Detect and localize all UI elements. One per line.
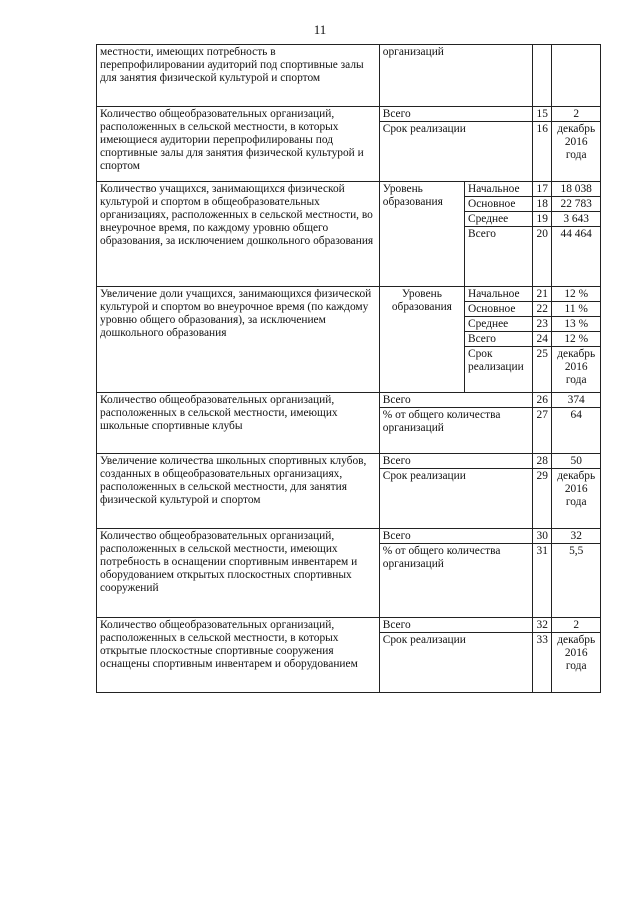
indicator-parameter: Всего — [379, 454, 532, 469]
indicator-description: Увеличение доли учащихся, занимающихся физической культурой и спортом во внеурочное время (по каждому уровню общего образования), за исключением дошкольного образования — [97, 287, 380, 393]
indicator-parameter: Срок реализации — [379, 633, 532, 693]
indicator-parameter: Уровень образования — [379, 182, 464, 287]
row-number: 19 — [532, 212, 551, 227]
education-level: Среднее — [465, 212, 533, 227]
table-row — [97, 107, 601, 122]
implementation-term-label: Срок реализации — [465, 347, 533, 393]
education-level: Начальное — [465, 182, 533, 197]
indicator-parameter: Срок реализации — [379, 469, 532, 529]
indicator-value: декабрь 2016 года — [552, 469, 601, 529]
indicator-description: Количество общеобразовательных организаций, расположенных в сельской местности, в которых открытые плоскостные спортивные сооружения оснащены спортивным инвентарем и оборудованием — [97, 618, 380, 693]
indicator-value: 11 % — [552, 302, 601, 317]
indicator-value: 5,5 — [552, 544, 601, 618]
indicator-value: 2 — [552, 618, 601, 633]
education-level: Начальное — [465, 287, 533, 302]
indicator-value: декабрь 2016 года — [552, 347, 601, 393]
table-row — [97, 45, 601, 107]
indicator-description: Увеличение количества школьных спортивных клубов, созданных в общеобразовательных организациях, расположенных в сельской местности, для занятия физической культурой и спортом — [97, 454, 380, 529]
table-row — [97, 454, 601, 469]
indicator-parameter: % от общего количества организаций — [379, 408, 532, 454]
row-number: 33 — [532, 633, 551, 693]
indicator-parameter: % от общего количества организаций — [379, 544, 532, 618]
indicator-parameter: Всего — [379, 618, 532, 633]
indicator-parameter: Всего — [379, 107, 532, 122]
indicator-description: местности, имеющих потребность в перепрофилировании аудиторий под спортивные залы для занятия физической культурой и спортом — [97, 45, 380, 107]
row-number: 25 — [532, 347, 551, 393]
education-level: Основное — [465, 302, 533, 317]
indicator-value: 13 % — [552, 317, 601, 332]
indicator-parameter: организаций — [379, 45, 532, 107]
page-number: 11 — [313, 22, 327, 37]
indicator-value: 12 % — [552, 287, 601, 302]
education-level: Всего — [465, 332, 533, 347]
education-level: Среднее — [465, 317, 533, 332]
table-row — [97, 618, 601, 633]
row-number: 27 — [532, 408, 551, 454]
row-number: 20 — [532, 227, 551, 287]
table-row — [97, 529, 601, 544]
indicator-parameter: Срок реализации — [379, 122, 532, 182]
row-number: 30 — [532, 529, 551, 544]
indicator-parameter: Всего — [379, 529, 532, 544]
row-number: 22 — [532, 302, 551, 317]
indicator-value: декабрь 2016 года — [552, 633, 601, 693]
indicator-description: Количество общеобразовательных организаций, расположенных в сельской местности, имеющих школьные спортивные клубы — [97, 393, 380, 454]
education-level: Основное — [465, 197, 533, 212]
education-level: Всего — [465, 227, 533, 287]
row-number: 18 — [532, 197, 551, 212]
indicator-value: 374 — [552, 393, 601, 408]
row-number: 16 — [532, 122, 551, 182]
indicator-description: Количество общеобразовательных организаций, расположенных в сельской местности, имеющих потребность в оснащении спортивным инвентарем и оборудованием открытых плоскостных спортивных сооружений — [97, 529, 380, 618]
indicator-value: 64 — [552, 408, 601, 454]
row-number: 23 — [532, 317, 551, 332]
table-row — [97, 287, 601, 302]
row-number: 21 — [532, 287, 551, 302]
indicator-value: 18 038 — [552, 182, 601, 197]
table-row — [97, 182, 601, 197]
indicator-parameter: Уровень образования — [379, 287, 464, 393]
indicator-value: 12 % — [552, 332, 601, 347]
indicator-description: Количество учащихся, занимающихся физической культурой и спортом в общеобразовательных организациях, расположенных в сельской местности, во внеурочное время, по каждому уровню общего образования, за исключением дошкольного образования — [97, 182, 380, 287]
indicator-value: 32 — [552, 529, 601, 544]
indicators-table — [96, 44, 601, 693]
indicator-description: Количество общеобразовательных организаций, расположенных в сельской местности, в которых имеющиеся аудитории перепрофилированы под спортивные залы для занятия физической культурой и спортом — [97, 107, 380, 182]
row-number — [532, 45, 551, 107]
indicator-value: 2 — [552, 107, 601, 122]
row-number: 31 — [532, 544, 551, 618]
indicator-value: 22 783 — [552, 197, 601, 212]
indicator-value: 50 — [552, 454, 601, 469]
indicator-value — [552, 45, 601, 107]
row-number: 29 — [532, 469, 551, 529]
table-row — [97, 393, 601, 408]
row-number: 28 — [532, 454, 551, 469]
row-number: 15 — [532, 107, 551, 122]
row-number: 17 — [532, 182, 551, 197]
indicator-parameter: Всего — [379, 393, 532, 408]
indicator-value: 44 464 — [552, 227, 601, 287]
row-number: 26 — [532, 393, 551, 408]
row-number: 32 — [532, 618, 551, 633]
indicator-value: 3 643 — [552, 212, 601, 227]
row-number: 24 — [532, 332, 551, 347]
indicator-value: декабрь 2016 года — [552, 122, 601, 182]
